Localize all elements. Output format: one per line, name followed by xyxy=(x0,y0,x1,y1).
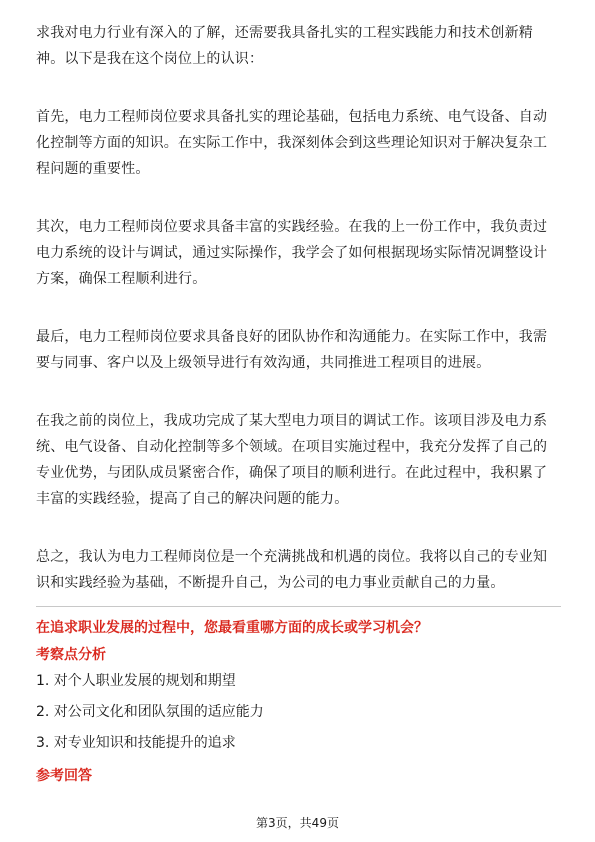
interview-question: 在追求职业发展的过程中，您最看重哪方面的成长或学习机会？ xyxy=(36,620,428,636)
body-paragraph-intro: 求我对电力行业有深入的了解，还需要我具备扎实的工程实践能力和技术创新精神。以下是我在这个岗位上的认识： xyxy=(36,25,533,67)
analysis-point: 3. 对专业知识和技能提升的追求 xyxy=(36,735,236,751)
analysis-point: 1. 对个人职业发展的规划和期望 xyxy=(36,673,236,689)
page-number-footer: 第3页，共49页 xyxy=(256,816,339,830)
analysis-point: 2. 对公司文化和团队氛围的适应能力 xyxy=(36,704,264,720)
body-paragraph-experience: 在我之前的岗位上，我成功完成了某大型电力项目的调试工作。该项目涉及电力系统、电气设备、自动化控制等多个领域。在项目实施过程中，我充分发挥了自己的专业优势，与团队成员紧密合作，确保了项目的顺利进行。在此过程中，我积累了丰富的实践经验，提高了自己的解决问题的能力。 xyxy=(36,413,548,507)
body-paragraph-second: 其次，电力工程师岗位要求具备丰富的实践经验。在我的上一份工作中，我负责过电力系统的设计与调试，通过实际操作，我学会了如何根据现场实际情况调整设计方案，确保工程顺利进行。 xyxy=(36,219,548,287)
body-paragraph-conclusion: 总之，我认为电力工程师岗位是一个充满挑战和机遇的岗位。我将以自己的专业知识和实践经验为基础，不断提升自己，为公司的电力事业贡献自己的力量。 xyxy=(36,549,548,591)
document-page xyxy=(36,20,561,791)
answer-heading: 参考回答 xyxy=(36,768,92,784)
body-paragraph-first: 首先，电力工程师岗位要求具备扎实的理论基础，包括电力系统、电气设备、自动化控制等方面的知识。在实际工作中，我深刻体会到这些理论知识对于解决复杂工程问题的重要性。 xyxy=(36,109,548,177)
analysis-heading: 考察点分析 xyxy=(36,647,106,663)
analysis-point-list xyxy=(36,670,561,754)
section-divider xyxy=(36,606,561,607)
body-paragraph-third: 最后，电力工程师岗位要求具备良好的团队协作和沟通能力。在实际工作中，我需要与同事、客户以及上级领导进行有效沟通，共同推进工程项目的进展。 xyxy=(36,329,548,371)
